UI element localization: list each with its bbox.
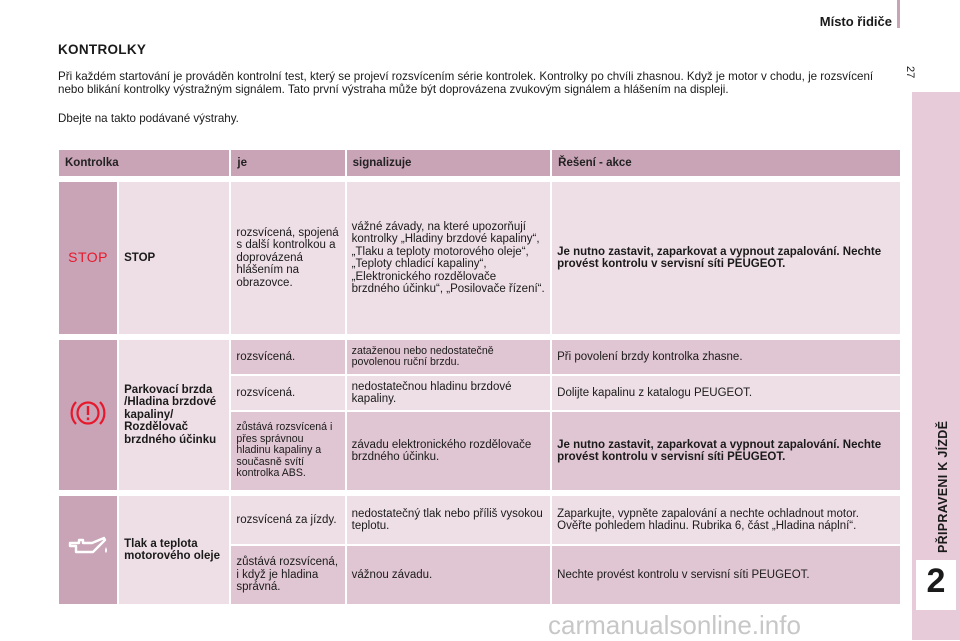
watermark: carmanualsonline.info <box>548 610 801 640</box>
lamp-signal: nedostatečný tlak nebo příliš vysokou teplotu. <box>347 496 550 544</box>
brake-warning-icon <box>59 340 117 490</box>
intro-note: Dbejte na takto podávané výstrahy. <box>58 112 239 125</box>
lamp-name: Parkovací brzda /Hladina brzdové kapaliny/ Rozdělovač brzdného účinku <box>119 340 229 490</box>
lamp-signal: nedostatečnou hladinu brzdové kapaliny. <box>347 376 550 410</box>
table-row <box>59 340 900 374</box>
lamp-action: Zaparkujte, vypněte zapalování a nechte ochladnout motor. Ověřte pohledem hladinu. Rubrika 6, část „Hladina náplní“. <box>552 496 900 544</box>
intro-paragraph: Při každém startování je prováděn kontrolní test, který se projeví rozsvícením série kontrolek. Kontrolky po chvíli zhasnou. Když je motor v chodu, je rozsvícení nebo blikání kontrolky výstražným signálem. Tato první výstraha může být doprovázena zvukovým signálem a hlášením na displeji. <box>58 70 874 96</box>
running-header: Místo řidiče <box>819 14 892 29</box>
header-signalizuje: signalizuje <box>347 150 550 176</box>
lamp-action: Je nutno zastavit, zaparkovat a vypnout zapalování. Nechte provést kontrolu v servisní síti PEUGEOT. <box>552 182 900 334</box>
header-rule <box>897 0 900 28</box>
lamp-state: zůstává rozsvícená, i když je hladina správná. <box>231 546 344 604</box>
brake-icon-svg <box>68 395 108 431</box>
chapter-side-tab <box>912 92 960 640</box>
page-number: 27 <box>904 66 916 79</box>
lamp-action: Při povolení brzdy kontrolka zhasne. <box>552 340 900 374</box>
lamp-action: Dolijte kapalinu z katalogu PEUGEOT. <box>552 376 900 410</box>
lamp-signal: vážnou závadu. <box>347 546 550 604</box>
lamp-action: Nechte provést kontrolu v servisní síti PEUGEOT. <box>552 546 900 604</box>
section-title: KONTROLKY <box>58 42 147 57</box>
stop-lamp-icon <box>59 182 117 334</box>
lamp-state: rozsvícená. <box>231 340 344 374</box>
chapter-title: PŘIPRAVENI K JÍZDĚ <box>936 420 950 553</box>
table-row <box>59 182 900 334</box>
lamp-signal: zataženou nebo nedostatečně povolenou ruční brzdu. <box>347 340 550 374</box>
lamp-state: rozsvícená za jízdy. <box>231 496 344 544</box>
warning-lamps-table <box>57 148 902 606</box>
header-je: je <box>231 150 344 176</box>
header-kontrolka: Kontrolka <box>59 150 229 176</box>
lamp-state: rozsvícená. <box>231 376 344 410</box>
table-header-row <box>59 150 900 176</box>
lamp-name: STOP <box>119 182 229 334</box>
table-row <box>59 496 900 544</box>
header-reseni: Řešení - akce <box>552 150 900 176</box>
lamp-state: rozsvícená, spojená s další kontrolkou a doprovázená hlášením na obrazovce. <box>231 182 344 334</box>
lamp-signal: vážné závady, na které upozorňují kontrolky „Hladiny brzdové kapaliny“, „Tlaku a teploty motorového oleje“, „Teploty chladicí kapaliny“, „Elektronického rozdělovače brzdného účinku“, „Posilovače řízení“. <box>347 182 550 334</box>
chapter-number: 2 <box>926 562 946 600</box>
oil-icon-svg <box>66 535 110 561</box>
lamp-signal: závadu elektronického rozdělovače brzdného účinku. <box>347 412 550 490</box>
oil-can-icon <box>59 496 117 604</box>
lamp-name: Tlak a teplota motorového oleje <box>119 496 229 604</box>
lamp-action: Je nutno zastavit, zaparkovat a vypnout zapalování. Nechte provést kontrolu v servisní síti PEUGEOT. <box>552 412 900 490</box>
stop-icon-text: STOP <box>68 248 108 265</box>
lamp-state: zůstává rozsvícená i přes správnou hladinu kapaliny a současně svítí kontrolka ABS. <box>231 412 344 490</box>
